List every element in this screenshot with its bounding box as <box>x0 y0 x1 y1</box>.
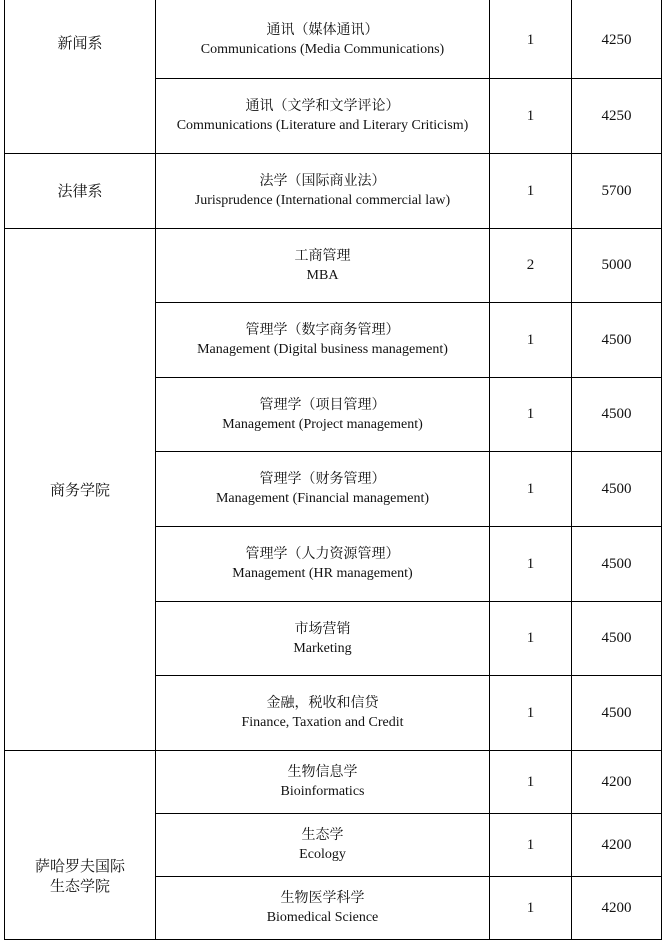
program-name-en: MBA <box>306 267 339 283</box>
seats-cell <box>490 602 571 675</box>
fee-cell <box>572 79 661 153</box>
department-label: 萨哈罗夫国际 <box>34 857 125 875</box>
seats-value: 1 <box>526 480 535 497</box>
fee-value: 4500 <box>601 704 632 721</box>
fee-value: 4500 <box>601 555 632 572</box>
table-border-right <box>661 0 662 940</box>
fee-cell <box>572 814 661 876</box>
program-name-en: Ecology <box>299 847 346 862</box>
program-cell <box>156 303 489 377</box>
program-name-en: Biomedical Science <box>266 910 379 925</box>
fee-cell <box>572 751 661 813</box>
seats-cell <box>490 18 571 62</box>
program-cell <box>156 751 489 813</box>
fee-value: 4500 <box>601 406 632 422</box>
program-cell <box>156 229 489 302</box>
program-cell <box>156 676 489 750</box>
program-cell <box>156 877 489 939</box>
program-name-zh: 金融，税收和信贷 <box>266 695 379 711</box>
program-name-zh: 通讯（媒体通讯） <box>266 22 379 38</box>
seats-cell <box>490 527 571 601</box>
seats-value: 1 <box>526 704 535 721</box>
program-name-en: Management (Project management) <box>222 416 423 432</box>
program-cell <box>156 814 489 876</box>
seats-value: 1 <box>526 899 535 916</box>
seats-value: 1 <box>526 406 535 422</box>
fee-cell <box>572 154 661 228</box>
fee-cell <box>572 378 661 451</box>
program-name-en: Marketing <box>293 640 352 656</box>
fee-value: 4200 <box>601 836 632 853</box>
seats-cell <box>490 229 571 302</box>
program-name-en: Bioinformatics <box>280 784 365 799</box>
program-cell <box>156 602 489 675</box>
fee-cell <box>572 18 661 62</box>
fee-value: 4500 <box>601 331 632 348</box>
program-name-zh: 通讯（文学和文学评论） <box>245 98 400 114</box>
seats-value: 1 <box>526 773 535 790</box>
seats-cell <box>490 676 571 750</box>
program-cell <box>156 378 489 451</box>
seats-value: 2 <box>526 257 535 273</box>
program-name-en: Jurisprudence (International commercial law) <box>194 193 451 208</box>
department-name-business <box>5 229 155 750</box>
fee-value: 4200 <box>601 773 632 790</box>
fee-cell <box>572 229 661 302</box>
program-cell <box>156 527 489 601</box>
program-name-zh: 市场营销 <box>294 620 351 637</box>
seats-cell <box>490 814 571 876</box>
program-cell <box>156 79 489 153</box>
program-name-en: Management (Digital business management) <box>197 342 448 357</box>
fee-value: 4250 <box>601 31 632 48</box>
fee-value: 5000 <box>601 257 632 273</box>
program-cell <box>156 154 489 228</box>
department-name-journalism <box>5 0 155 153</box>
program-name-zh: 生物信息学 <box>287 764 358 780</box>
program-name-zh: 管理学（人力资源管理） <box>245 546 400 562</box>
seats-value: 1 <box>526 182 535 199</box>
fee-cell <box>572 676 661 750</box>
seats-value: 1 <box>526 107 535 124</box>
fee-cell <box>572 527 661 601</box>
program-name-en: Communications (Literature and Literary Criticism) <box>176 118 469 133</box>
fee-cell <box>572 602 661 675</box>
fee-value: 4250 <box>601 107 632 124</box>
program-name-zh: 生物医学科学 <box>280 890 365 906</box>
department-label: 新闻系 <box>57 34 103 52</box>
program-name-en: Communications (Media Communications) <box>200 42 445 57</box>
program-name-zh: 管理学（财务管理） <box>259 471 386 487</box>
fee-value: 4500 <box>601 480 632 497</box>
seats-value: 1 <box>526 555 535 572</box>
fee-value: 4500 <box>601 630 632 646</box>
department-label: 商务学院 <box>49 480 110 499</box>
fee-cell <box>572 452 661 526</box>
table-border-bottom <box>4 939 662 940</box>
seats-cell <box>490 303 571 377</box>
seats-cell <box>490 751 571 813</box>
program-name-en: Management (Financial management) <box>215 491 430 506</box>
program-name-en: Management (HR management) <box>232 566 413 581</box>
program-name-en: Finance, Taxation and Credit <box>241 715 404 730</box>
program-name-zh: 管理学（数字商务管理） <box>245 322 400 338</box>
seats-value: 1 <box>526 630 535 646</box>
department-name-ecology <box>5 751 155 939</box>
program-name-zh: 工商管理 <box>294 247 351 264</box>
department-label: 法律系 <box>57 182 103 200</box>
fee-value: 5700 <box>601 182 632 199</box>
department-label-line2: 生态学院 <box>49 877 110 895</box>
seats-value: 1 <box>526 836 535 853</box>
seats-cell <box>490 452 571 526</box>
fee-cell <box>572 303 661 377</box>
program-cell <box>156 18 489 62</box>
program-name-zh: 管理学（项目管理） <box>259 396 386 413</box>
program-name-zh: 生态学 <box>301 827 344 843</box>
program-cell <box>156 452 489 526</box>
seats-cell <box>490 154 571 228</box>
program-name-zh: 法学（国际商业法） <box>259 173 386 189</box>
seats-cell <box>490 378 571 451</box>
seats-cell <box>490 877 571 939</box>
seats-value: 1 <box>526 331 535 348</box>
department-name-law <box>5 154 155 228</box>
seats-value: 1 <box>526 31 535 48</box>
fee-value: 4200 <box>601 899 632 916</box>
fee-cell <box>572 877 661 939</box>
seats-cell <box>490 79 571 153</box>
